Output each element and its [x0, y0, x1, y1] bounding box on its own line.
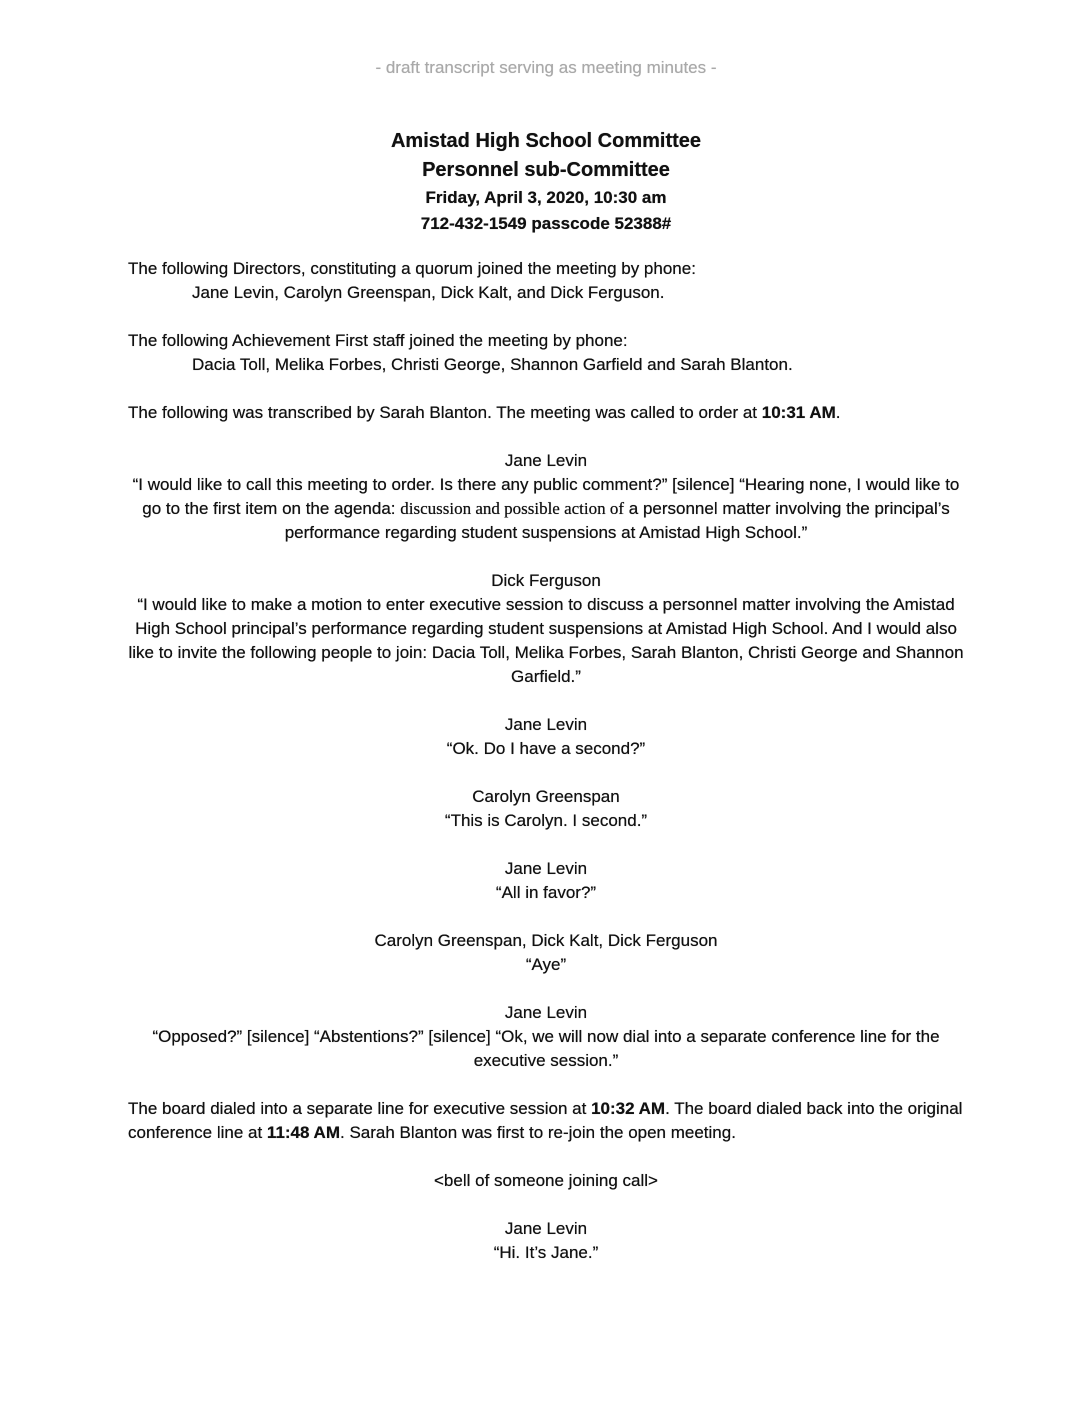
- exec-session-time: 10:32 AM: [591, 1099, 666, 1118]
- transcription-note: [128, 401, 964, 425]
- document-header: [128, 127, 964, 237]
- called-to-order-time: 10:31 AM: [761, 403, 836, 422]
- directors-names: Jane Levin, Carolyn Greenspan, Dick Kalt, and Dick Ferguson.: [192, 283, 665, 302]
- speaker-name: Jane Levin: [504, 859, 588, 878]
- dialogue-block-8: [128, 1217, 964, 1265]
- speaker-quote: “This is Carolyn. I second.”: [444, 811, 648, 830]
- page-subtitle: Personnel sub-Committee: [422, 159, 670, 181]
- transcription-note-end: .: [835, 403, 841, 422]
- dialogue-block-4: [128, 785, 964, 833]
- speaker-quote: “Ok. Do I have a second?”: [446, 739, 646, 758]
- speaker-quote: “Opposed?” [silence] “Abstentions?” [silence] “Ok, we will now dial into a separate conference line for the executive session.”: [152, 1027, 940, 1070]
- conference-phone: 712-432-1549 passcode 52388#: [420, 214, 672, 233]
- staff-names: Dacia Toll, Melika Forbes, Christi George, Shannon Garfield and Sarah Blanton.: [192, 355, 793, 374]
- speaker-quote: “Hi. It’s Jane.”: [493, 1243, 599, 1262]
- dialogue-block-1: [128, 449, 964, 545]
- dialogue-block-2: [128, 569, 964, 689]
- dialogue-block-7: [128, 1001, 964, 1073]
- speaker-name: Jane Levin: [504, 715, 588, 734]
- page-title: Amistad High School Committee: [390, 130, 702, 152]
- return-time: 11:48 AM: [266, 1123, 340, 1142]
- speaker-name: Carolyn Greenspan, Dick Kalt, Dick Ferguson: [374, 931, 718, 950]
- bell-note: <bell of someone joining call>: [434, 1171, 658, 1190]
- speaker-name: Jane Levin: [504, 451, 588, 470]
- speaker-name: Jane Levin: [504, 1003, 588, 1022]
- speaker-name: Carolyn Greenspan: [472, 787, 620, 806]
- narrative-part: . Sarah Blanton was first to re-join the open meeting.: [340, 1123, 736, 1142]
- speaker-quote: [128, 473, 964, 545]
- speaker-quote: “I would like to make a motion to enter executive session to discuss a personnel matter involving the Amistad High School principal’s performance regarding student suspensions at Amistad High School. And I would also like to invite the following people to join: Dacia Toll, Melika Forbes, Sarah Blanton, Christi George and Shannon Garfield.”: [128, 595, 964, 686]
- speaker-quote: “Aye”: [525, 955, 567, 974]
- speaker-quote: “All in favor?”: [495, 883, 597, 902]
- dialogue-block-6: [128, 929, 964, 977]
- dialogue-block-3: [128, 713, 964, 761]
- executive-session-narrative: [128, 1097, 964, 1145]
- quote-part: a personnel matter involving the principal’s performance regarding student suspensions at Amistad High School.”: [284, 499, 950, 542]
- quote-part: “I would like to call this meeting to order. Is there any public comment?” [silence] “Hearing none, I would like to go to the first item on the agenda:: [132, 475, 960, 518]
- transcription-note-text: The following was transcribed by Sarah Blanton. The meeting was called to order at: [128, 403, 762, 422]
- narrative-part: . The board dialed back into the original conference line at: [128, 1099, 963, 1142]
- narrative-part: The board dialed into a separate line for executive session at: [128, 1099, 592, 1118]
- directors-paragraph: [128, 257, 964, 305]
- quote-serif-part: discussion and possible action of: [400, 499, 625, 518]
- speaker-name: Dick Ferguson: [491, 571, 601, 590]
- dialogue-block-5: [128, 857, 964, 905]
- meeting-datetime: Friday, April 3, 2020, 10:30 am: [425, 188, 667, 207]
- directors-intro: The following Directors, constituting a quorum joined the meeting by phone:: [128, 259, 696, 278]
- speaker-name: Jane Levin: [504, 1219, 588, 1238]
- draft-note: - draft transcript serving as meeting minutes -: [375, 58, 717, 77]
- staff-paragraph: [128, 329, 964, 377]
- staff-intro: The following Achievement First staff joined the meeting by phone:: [128, 331, 628, 350]
